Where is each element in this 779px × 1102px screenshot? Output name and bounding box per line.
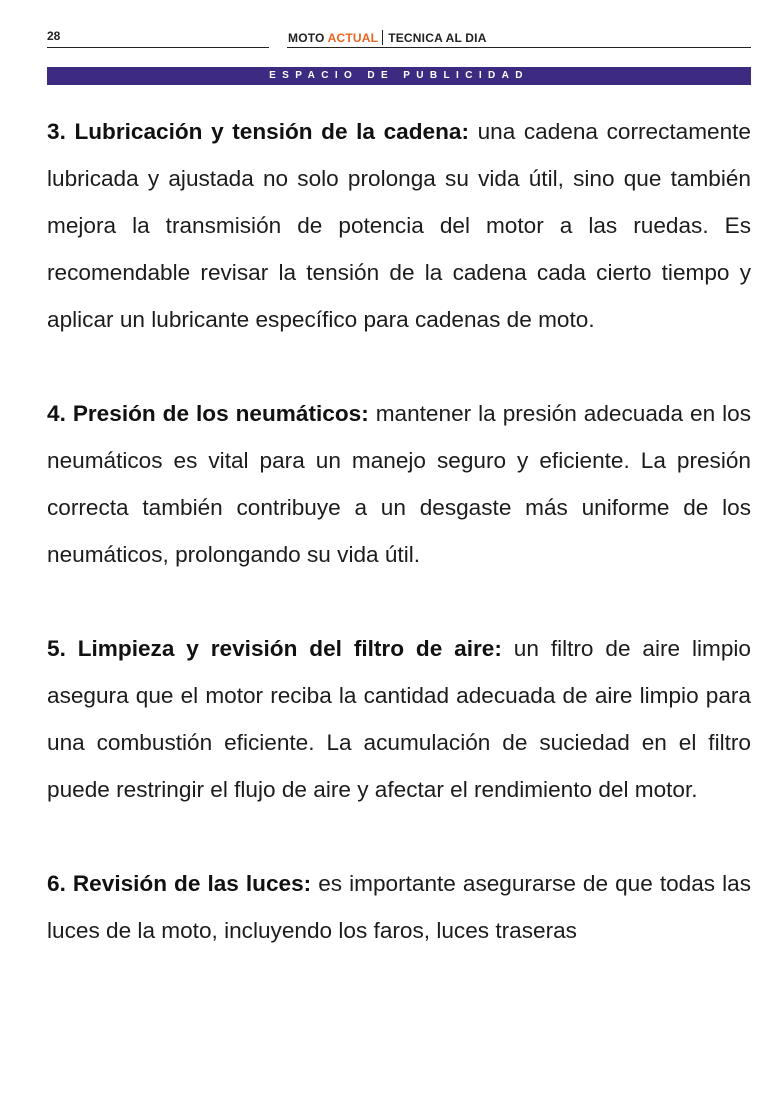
- header-rule-right: [287, 47, 751, 48]
- masthead: [288, 30, 487, 45]
- masthead-separator: [382, 30, 383, 45]
- item-heading: 6. Revisión de las luces:: [47, 871, 312, 896]
- item-heading: 4. Presión de los neumáticos:: [47, 401, 369, 426]
- brand-moto: MOTO: [288, 31, 325, 45]
- item-body: mantener la presión adecuada en los neumáticos es vital para un manejo seguro y eficiente. La presión correcta también contribuye a un desgaste más uniforme de los neumáticos, prolongando su vida útil.: [47, 401, 751, 567]
- item-heading: 3. Lubricación y tensión de la cadena:: [47, 119, 469, 144]
- item-body: una cadena correctamente lubricada y ajustada no solo prolonga su vida útil, sino que también mejora la transmisión de potencia del motor a las ruedas. Es recomendable revisar la tensión de la cadena cada cierto tiempo y aplicar un lubricante específico para cadenas de moto.: [47, 119, 751, 332]
- brand-actual: ACTUAL: [327, 31, 379, 45]
- page-header: [47, 26, 751, 50]
- section-name: TECNICA AL DIA: [388, 31, 487, 45]
- article-item: [47, 860, 751, 954]
- item-heading: 5. Limpieza y revisión del filtro de aire:: [47, 636, 502, 661]
- article-item: [47, 625, 751, 813]
- header-rule-left: [47, 47, 269, 48]
- article-body: [47, 108, 751, 954]
- ad-banner: ESPACIO DE PUBLICIDAD: [47, 67, 751, 85]
- page-number: 28: [47, 29, 61, 43]
- item-body: un filtro de aire limpio asegura que el motor reciba la cantidad adecuada de aire limpio para una combustión eficiente. La acumulación de suciedad en el filtro puede restringir el flujo de aire y afectar el rendimiento del motor.: [47, 636, 751, 802]
- item-body: es importante asegurarse de que todas las luces de la moto, incluyendo los faros, luces traseras: [47, 871, 751, 943]
- article-item: [47, 108, 751, 343]
- article-item: [47, 390, 751, 578]
